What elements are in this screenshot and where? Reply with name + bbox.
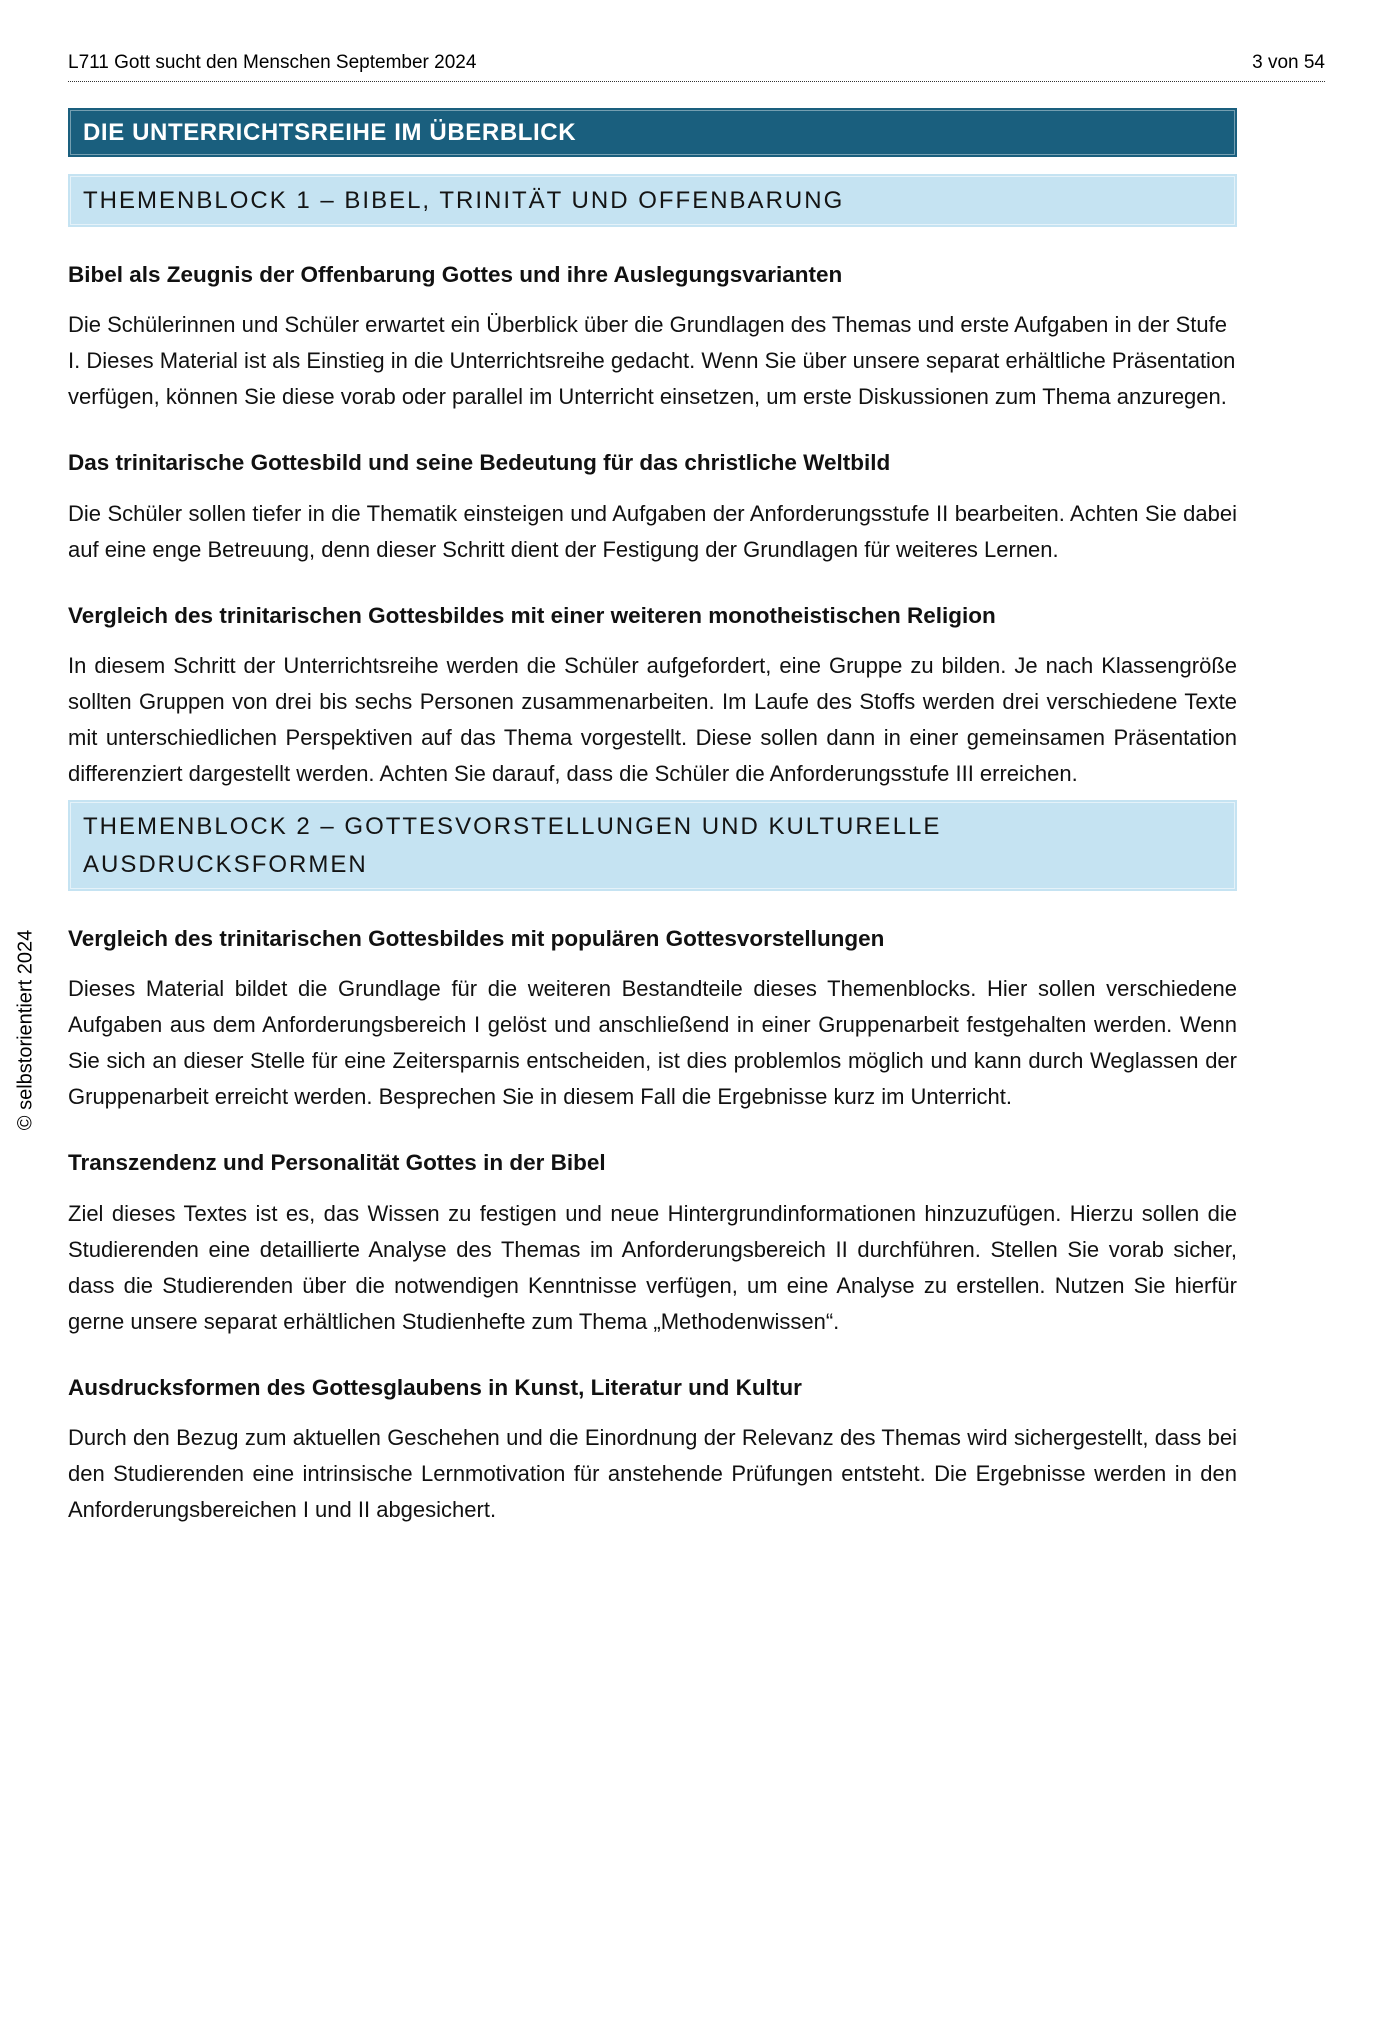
item-heading: Das trinitarische Gottesbild und seine Bedeutung für das christliche Weltbild <box>68 450 891 476</box>
section-themenblock-2 <box>68 800 1237 1528</box>
item-body: Dieses Material bildet die Grundlage für die weiteren Bestandteile dieses Themenblocks. Hier sollen verschiedene Aufgaben aus dem Anforderungsbereich I gelöst und anschließend in einer Gruppenarbeit festgehalten werden. Wenn Sie sich an dieser Stelle für eine Zeitersparnis entscheiden, ist dies problemlos möglich und kann durch Weglassen der Gruppenarbeit erreicht werden. Besprechen Sie in diesem Fall die Ergebnisse kurz im Unterricht. <box>68 976 1237 1110</box>
overview-banner: DIE UNTERRICHTSREIHE IM ÜBERBLICK <box>68 108 1237 157</box>
document-page <box>68 52 1325 1536</box>
document-title: L711 Gott sucht den Menschen September 2024 <box>68 52 477 73</box>
item-body: Die Schülerinnen und Schüler erwartet ein Überblick über die Grundlagen des Themas und erste Aufgaben in der Stufe I. Dieses Material ist als Einstieg in die Unterrichtsreihe gedacht. Wenn Sie über unsere separat erhältliche Präsentation verfügen, können Sie diese vorab oder parallel im Unterricht einsetzen, um erste Diskussionen zum Thema anzuregen. <box>68 312 1236 410</box>
item-heading: Transzendenz und Personalität Gottes in der Bibel <box>68 1150 606 1176</box>
section-themenblock-1 <box>68 174 1237 792</box>
content-column <box>68 108 1237 1528</box>
page-number: 3 von 54 <box>1252 52 1325 73</box>
themenblock-2-banner: THEMENBLOCK 2 – GOTTESVORSTELLUNGEN UND KULTURELLE AUSDRUCKSFORMEN <box>68 800 1237 891</box>
item-heading: Ausdrucksformen des Gottesglaubens in Kunst, Literatur und Kultur <box>68 1374 802 1400</box>
item-body: Die Schüler sollen tiefer in die Thematik einsteigen und Aufgaben der Anforderungsstufe II bearbeiten. Achten Sie dabei auf eine enge Betreuung, denn dieser Schritt dient der Festigung der Grundlagen für weiteres Lernen. <box>68 500 1237 562</box>
themenblock-1-banner: THEMENBLOCK 1 – BIBEL, TRINITÄT UND OFFENBARUNG <box>68 174 1237 227</box>
item-heading: Vergleich des trinitarischen Gottesbildes mit populären Gottesvorstellungen <box>68 925 885 951</box>
item-body: Ziel dieses Textes ist es, das Wissen zu festigen und neue Hintergrundinformationen hinzuzufügen. Hierzu sollen die Studierenden eine detaillierte Analyse des Themas im Anforderungsbereich II durchführen. Stellen Sie vorab sicher, dass die Studierenden über die notwendigen Kenntnisse verfügen, um eine Analyse zu erstellen. Nutzen Sie hierfür gerne unsere separat erhältlichen Studienhefte zum Thema „Methodenwissen“. <box>68 1200 1237 1334</box>
item-heading: Vergleich des trinitarischen Gottesbildes mit einer weiteren monotheistischen Religion <box>68 602 996 628</box>
item-body: In diesem Schritt der Unterrichtsreihe werden die Schüler aufgefordert, eine Gruppe zu bilden. Je nach Klassengröße sollten Gruppen von drei bis sechs Personen zusammenarbeiten. Im Laufe des Stoffs werden drei verschiedene Texte mit unterschiedlichen Perspektiven auf das Thema vorgestellt. Diese sollen dann in einer gemeinsamen Präsentation differenziert dargestellt werden. Achten Sie darauf, dass die Schüler die Anforderungsstufe III erreichen. <box>68 653 1237 787</box>
item-heading: Bibel als Zeugnis der Offenbarung Gottes und ihre Auslegungsvarianten <box>68 261 843 287</box>
copyright-vertical-text: © selbstorientiert 2024 <box>14 929 37 1131</box>
item-body: Durch den Bezug zum aktuellen Geschehen und die Einordnung der Relevanz des Themas wird sichergestellt, dass bei den Studierenden eine intrinsische Lernmotivation für anstehende Prüfungen entsteht. Die Ergebnisse werden in den Anforderungsbereichen I und II abgesichert. <box>68 1424 1237 1522</box>
page-header <box>68 52 1325 82</box>
